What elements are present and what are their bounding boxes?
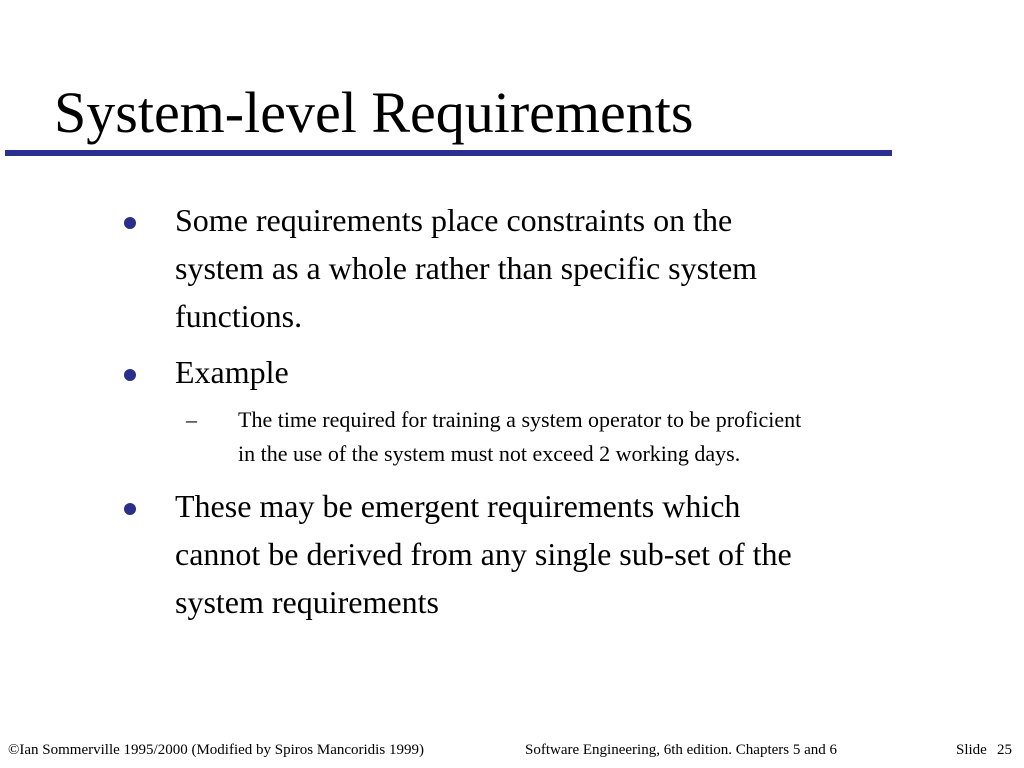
footer-slide-number: 25 [997, 742, 1012, 758]
bullet-dot-icon [124, 217, 136, 229]
bullet-line: system as a whole rather than specific system [175, 250, 758, 286]
bullet-line: cannot be derived from any single sub-set of the [175, 536, 792, 572]
bullet-line: Some requirements place constraints on the [175, 202, 733, 238]
bullet-text [175, 348, 975, 396]
bullet-text [175, 196, 975, 340]
dash-marker: – [186, 407, 197, 432]
slide-title: System-level Requirements [54, 80, 694, 145]
sub-bullet-line: in the use of the system must not exceed 2 working days. [238, 441, 741, 466]
footer-book: Software Engineering, 6th edition. Chapters 5 and 6 [525, 742, 838, 758]
sub-bullet-text [238, 403, 998, 471]
footer-slide-label: Slide [956, 742, 987, 758]
footer-copyright: ©Ian Sommerville 1995/2000 (Modified by Spiros Mancoridis 1999) [8, 742, 424, 758]
bullet-dot-icon [124, 503, 136, 515]
sub-bullet-line: The time required for training a system operator to be proficient [238, 407, 802, 432]
bullet-dot-icon [124, 369, 136, 381]
title-underline [5, 150, 892, 156]
bullet-line: These may be emergent requirements which [175, 488, 741, 524]
bullet-line: Example [175, 354, 289, 390]
bullet-line: system requirements [175, 584, 439, 620]
bullet-line: functions. [175, 298, 303, 334]
bullet-text [175, 482, 975, 626]
